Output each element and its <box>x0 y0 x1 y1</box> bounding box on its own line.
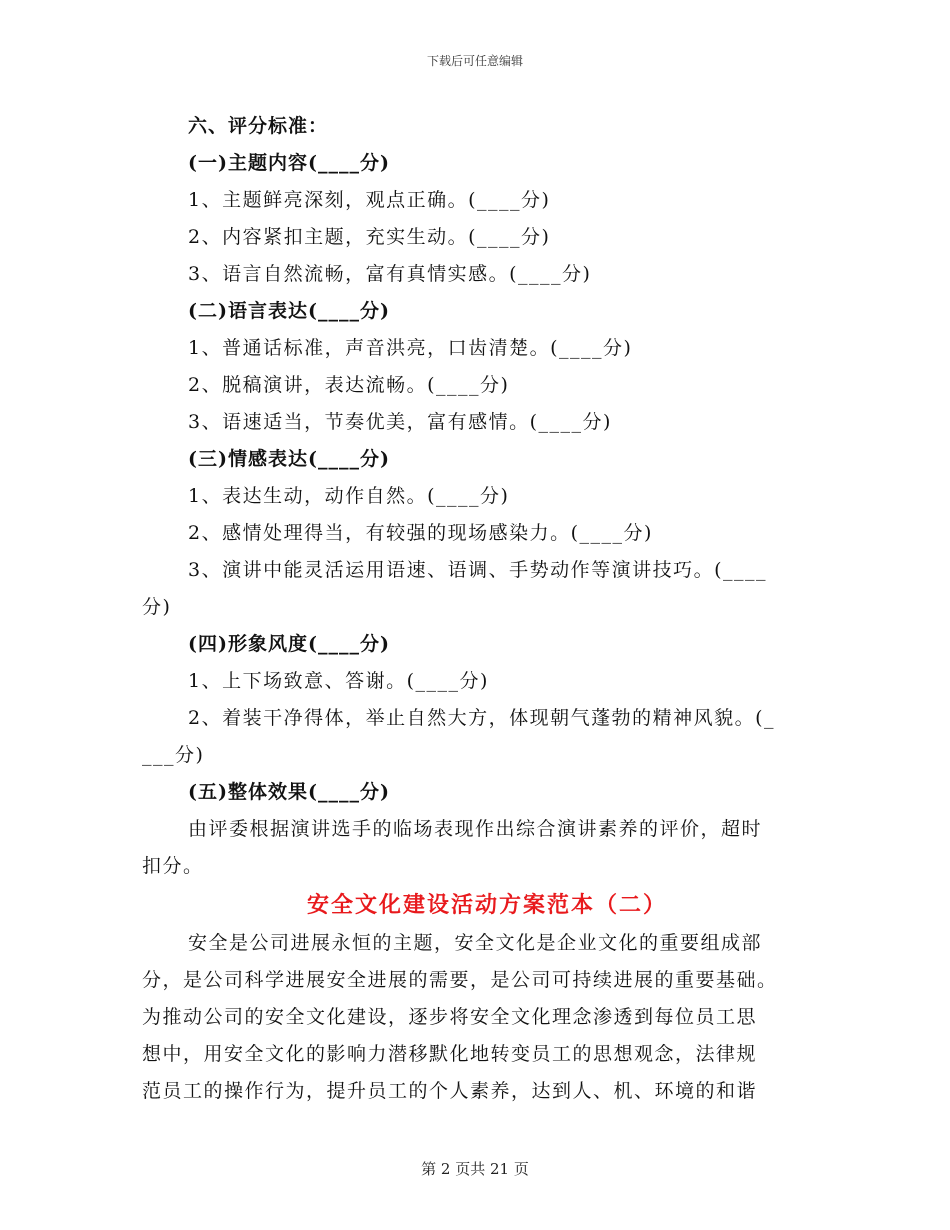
text-line: 扣分。 <box>142 855 204 877</box>
paragraph-line: 安全是公司进展永恒的主题，安全文化是企业文化的重要组成部 <box>188 932 763 954</box>
text-line: 3、语言自然流畅，富有真情实感。(____分) <box>188 263 592 285</box>
scoring-criteria <box>142 108 812 885</box>
text-line: 1、主题鲜亮深刻，观点正确。(____分) <box>188 189 551 211</box>
paragraph-line: 为推动公司的安全文化建设，逐步将安全文化理念渗透到每位员工思 <box>142 1006 758 1028</box>
body-text <box>142 108 812 1110</box>
text-line: 由评委根据演讲选手的临场表现作出综合演讲素养的评价，超时 <box>188 818 763 840</box>
text-line: 1、普通话标准，声音洪亮，口齿清楚。(____分) <box>188 337 633 359</box>
paragraph-line: 范员工的操作行为，提升员工的个人素养，达到人、机、环境的和谐 <box>142 1080 758 1102</box>
text-line: (四)形象风度(____分) <box>188 633 390 655</box>
text-line: 2、内容紧扣主题，充实生动。(____分) <box>188 226 551 248</box>
text-line: (五)整体效果(____分) <box>188 781 390 803</box>
text-line: 1、上下场致意、答谢。(____分) <box>188 670 489 692</box>
text-line: (二)语言表达(____分) <box>188 300 390 322</box>
page-footer: 第 2 页共 21 页 <box>421 1160 529 1178</box>
section-title: 安全文化建设活动方案范本（二） <box>306 892 667 918</box>
text-line: 3、演讲中能灵活运用语速、语调、手势动作等演讲技巧。(____ <box>188 559 768 581</box>
section-paragraph <box>142 925 812 1110</box>
paragraph-line: 想中，用安全文化的影响力潜移默化地转变员工的思想观念，法律规 <box>142 1043 758 1065</box>
text-line: 1、表达生动，动作自然。(____分) <box>188 485 510 507</box>
paragraph-line: 分，是公司科学进展安全进展的需要，是公司可持续进展的重要基础。 <box>142 969 778 991</box>
text-line: 2、感情处理得当，有较强的现场感染力。(____分) <box>188 522 653 544</box>
text-line: 3、语速适当，节奏优美，富有感情。(____分) <box>188 411 612 433</box>
text-line: (一)主题内容(____分) <box>188 152 390 174</box>
text-line: 分) <box>142 596 172 618</box>
page-header: 下载后可任意编辑 <box>426 54 523 68</box>
text-line: (三)情感表达(____分) <box>188 448 390 470</box>
text-line: 2、脱稿演讲，表达流畅。(____分) <box>188 374 510 396</box>
text-line: ___分) <box>142 744 205 766</box>
text-line: 六、评分标准： <box>188 115 329 137</box>
text-line: 2、着装干净得体，举止自然大方，体现朝气蓬勃的精神风貌。(_ <box>188 707 776 729</box>
